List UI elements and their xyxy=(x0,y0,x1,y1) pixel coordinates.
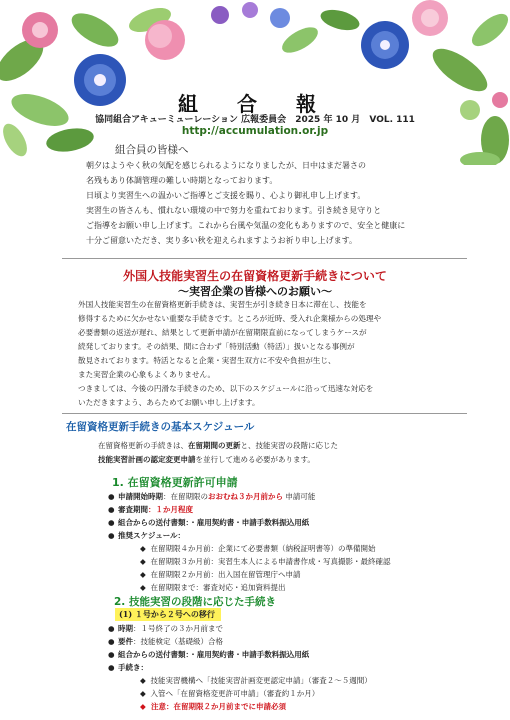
list-item: ● 要件：技能検定（基礎級）合格 xyxy=(108,637,223,646)
intro-text: 在留資格更新の手続きは、 xyxy=(98,441,188,450)
sub-item-text: 入管へ「在留資格変更許可申請」（審査約１か月） xyxy=(150,689,320,698)
publisher: 協同組合アキューミューレーション 広報委員会 xyxy=(95,115,287,125)
item-label: 要件 xyxy=(118,637,133,646)
schedule-intro-1 xyxy=(98,440,338,451)
item-text: 申請可能 xyxy=(285,492,316,501)
floral-banner xyxy=(0,0,510,165)
intro-text: と、技能実習の段階に応じた xyxy=(240,441,338,450)
article-line: 散見されております。特活となると企業・実習生双方に不安や負担が生じ、 xyxy=(78,356,336,365)
schedule-heading: 在留資格更新手続きの基本スケジュール xyxy=(66,421,255,433)
publication-line xyxy=(0,112,510,125)
article-line: 必要書類の返送が遅れ、結果として更新申請が在留期限直前になってしまうケースが xyxy=(78,328,367,337)
list-item: ● 申請開始時期：在留期限のおおむね３か月前から 申請可能 xyxy=(108,492,316,501)
item-label: 組合からの送付書類：・雇用契約書・申請手数料振込用紙 xyxy=(118,518,310,527)
sub-item: ◆ 入管へ「在留資格変更許可申請」（審査約１か月） xyxy=(140,689,320,698)
item-emphasis: ：１か月程度 xyxy=(148,505,193,514)
item-label: 手続き： xyxy=(118,663,148,672)
greeting-heading: 組合員の皆様へ xyxy=(115,144,189,156)
item-label: 推奨スケジュール： xyxy=(118,531,186,540)
warning-note: ◆ 注意：在留期限２か月前までに申請必須 xyxy=(140,702,286,711)
list-item: ● 時期：１号終了の３か月前まで xyxy=(108,624,223,633)
greeting-line: 日頃より実習生への温かいご指導とご支援を賜り、心より御礼申し上げます。 xyxy=(86,191,366,200)
greeting-line: 十分ご留意いただき、実り多い秋を迎えられますようお祈り申し上げます。 xyxy=(86,236,358,245)
article-line: いただきますよう、あらためてお願い申し上げます。 xyxy=(78,398,260,407)
list-item: ● 審査期間：１か月程度 xyxy=(108,505,193,514)
item-label: 組合からの送付書類：・雇用契約書・申請手数料振込用紙 xyxy=(118,650,310,659)
website-link[interactable]: http://accumulation.or.jp xyxy=(181,125,329,137)
divider xyxy=(62,413,467,414)
list-item: ● 推奨スケジュール： xyxy=(108,531,186,540)
sub-item-text: 在留期限２か月前：出入国在留管理庁へ申請 xyxy=(150,570,301,579)
item-text: ：在留期限の xyxy=(163,492,208,501)
section-2-title: 2. 技能実習の段階に応じた手続き xyxy=(114,596,276,608)
item-text: ：１号終了の３か月前まで xyxy=(133,624,223,633)
list-item: ● 組合からの送付書類：・雇用契約書・申請手数料振込用紙 xyxy=(108,650,310,659)
highlight-label: (1) １号から２号への移行 xyxy=(115,608,221,621)
article-line: また実習企業の心象もよくありません。 xyxy=(78,370,216,379)
greeting-line: 実習生の皆さんも、慣れない環境の中で努力を重ねております。引き続き見守りと xyxy=(86,206,382,215)
section-1-title: 1. 在留資格更新許可申請 xyxy=(112,476,238,489)
issue-date: 2025 年 10 月 xyxy=(295,115,361,125)
article-title: 外国人技能実習生の在留資格更新手続きについて xyxy=(123,269,387,283)
sub-item-text: 技能実習機構へ「技能実習計画変更認定申請」（審査２〜５週間） xyxy=(150,676,372,685)
article-line: つきましては、今後の円滑な手続きのため、以下のスケジュールに沿って迅速な対応を xyxy=(78,384,374,393)
item-label: 時期 xyxy=(118,624,133,633)
newsletter-title: 組 合 報 xyxy=(178,92,332,116)
greeting-line: 名残もあり体調管理の難しい時期となっております。 xyxy=(86,176,278,185)
sub-item-text: 在留期限４か月前：企業にて必要書類（納税証明書等）の準備開始 xyxy=(150,544,376,553)
divider xyxy=(62,258,467,259)
sub-item: ◆ 在留期限まで：審査対応・追加資料提出 xyxy=(140,583,286,592)
intro-bold: 在留期間の更新 xyxy=(188,441,241,450)
volume: VOL. 111 xyxy=(369,115,415,125)
list-item: ● 手続き： xyxy=(108,663,148,672)
warning-text: 注意：在留期限２か月前までに申請必須 xyxy=(151,702,286,711)
article-line: 外国人技能実習生の在留資格更新手続きは、実習生が引き続き日本に滞在し、技能を xyxy=(78,300,367,309)
list-item: ● 組合からの送付書類：・雇用契約書・申請手数料振込用紙 xyxy=(108,518,310,527)
article-subtitle: 〜実習企業の皆様へのお願い〜 xyxy=(178,285,332,298)
article-line: 修得するために欠かせない重要な手続きです。ところが近時、受入れ企業様からの処理や xyxy=(78,314,382,323)
intro-text: を並行して進める必要があります。 xyxy=(195,455,315,464)
item-label: 審査期間 xyxy=(118,505,148,514)
article-line: 続発しております。その結果、間に合わず「特別活動（特活）」扱いとなる事例が xyxy=(78,342,355,351)
sub-item: ◆ 在留期限３か月前：実習生本人による申請書作成・写真撮影・最終確認 xyxy=(140,557,391,566)
greeting-line: 朝夕はようやく秋の気配を感じられるようになりましたが、日中はまだ暑さの xyxy=(86,161,366,170)
item-emphasis: おおむね３か月前から xyxy=(208,492,283,501)
item-text: ：技能検定（基礎級）合格 xyxy=(133,637,223,646)
sub-item: ◆ 在留期限４か月前：企業にて必要書類（納税証明書等）の準備開始 xyxy=(140,544,376,553)
greeting-line: ご指導をお願い申し上げます。これから台風や気温の変化もありますので、安全と健康に xyxy=(86,221,406,230)
item-label: 申請開始時期 xyxy=(118,492,163,501)
sub-item: ◆ 技能実習機構へ「技能実習計画変更認定申請」（審査２〜５週間） xyxy=(140,676,372,685)
sub-item-text: 在留期限３か月前：実習生本人による申請書作成・写真撮影・最終確認 xyxy=(150,557,391,566)
sub-item: ◆ 在留期限２か月前：出入国在留管理庁へ申請 xyxy=(140,570,301,579)
sub-item-text: 在留期限まで：審査対応・追加資料提出 xyxy=(150,583,286,592)
schedule-intro-2 xyxy=(98,454,315,465)
intro-bold: 技能実習計画の認定変更申請 xyxy=(98,455,196,464)
